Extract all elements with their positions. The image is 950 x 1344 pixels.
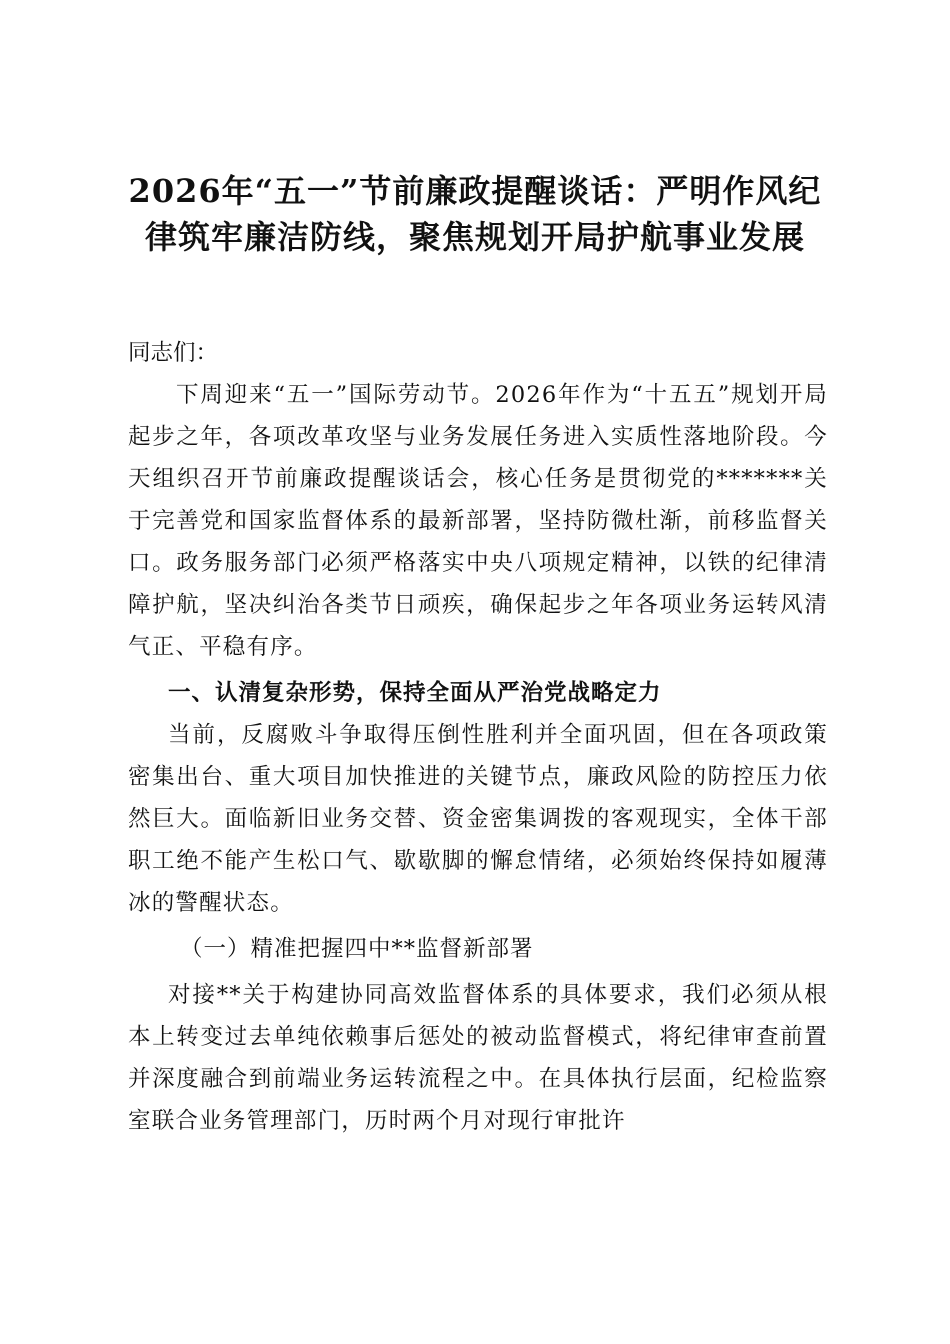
intro-paragraph: 下周迎来“五一”国际劳动节。2026年作为“十五五”规划开局起步之年，各项改革攻坚与业务发展任务进入实质性落地阶段。今天组织召开节前廉政提醒谈话会，核心任务是贯彻党的*******关于完善党和国家监督体系的最新部署，坚持防微杜渐，前移监督关口。政务服务部门必须严格落实中央八项规定精神，以铁的纪律清障护航，坚决纠治各类节日顽疾，确保起步之年各项业务运转风清气正、平稳有序。 xyxy=(128,382,828,660)
section-paragraph: 当前，反腐败斗争取得压倒性胜利并全面巩固，但在各项政策密集出台、重大项目加快推进的关键节点，廉政风险的防控压力依然巨大。面临新旧业务交替、资金密集调拨的客观现实，全体干部职工绝不能产生松口气、歇歇脚的懈怠情绪，必须始终保持如履薄冰的警醒状态。 xyxy=(128,722,828,916)
subsection-heading: （一）精准把握四中**监督新部署 xyxy=(180,936,534,962)
section-heading: 一、认清复杂形势，保持全面从严治党战略定力 xyxy=(168,680,662,706)
subsection-paragraph: 对接**关于构建协同高效监督体系的具体要求，我们必须从根本上转变过去单纯依赖事后惩处的被动监督模式，将纪律审查前置并深度融合到前端业务运转流程之中。在具体执行层面，纪检监察室联合业务管理部门，历时两个月对现行审批许 xyxy=(128,982,828,1134)
document-title: 2026年“五一”节前廉政提醒谈话：严明作风纪律筑牢廉洁防线，聚焦规划开局护航事业发展 xyxy=(128,172,822,256)
document-body xyxy=(128,332,828,1142)
salutation: 同志们： xyxy=(128,340,219,366)
